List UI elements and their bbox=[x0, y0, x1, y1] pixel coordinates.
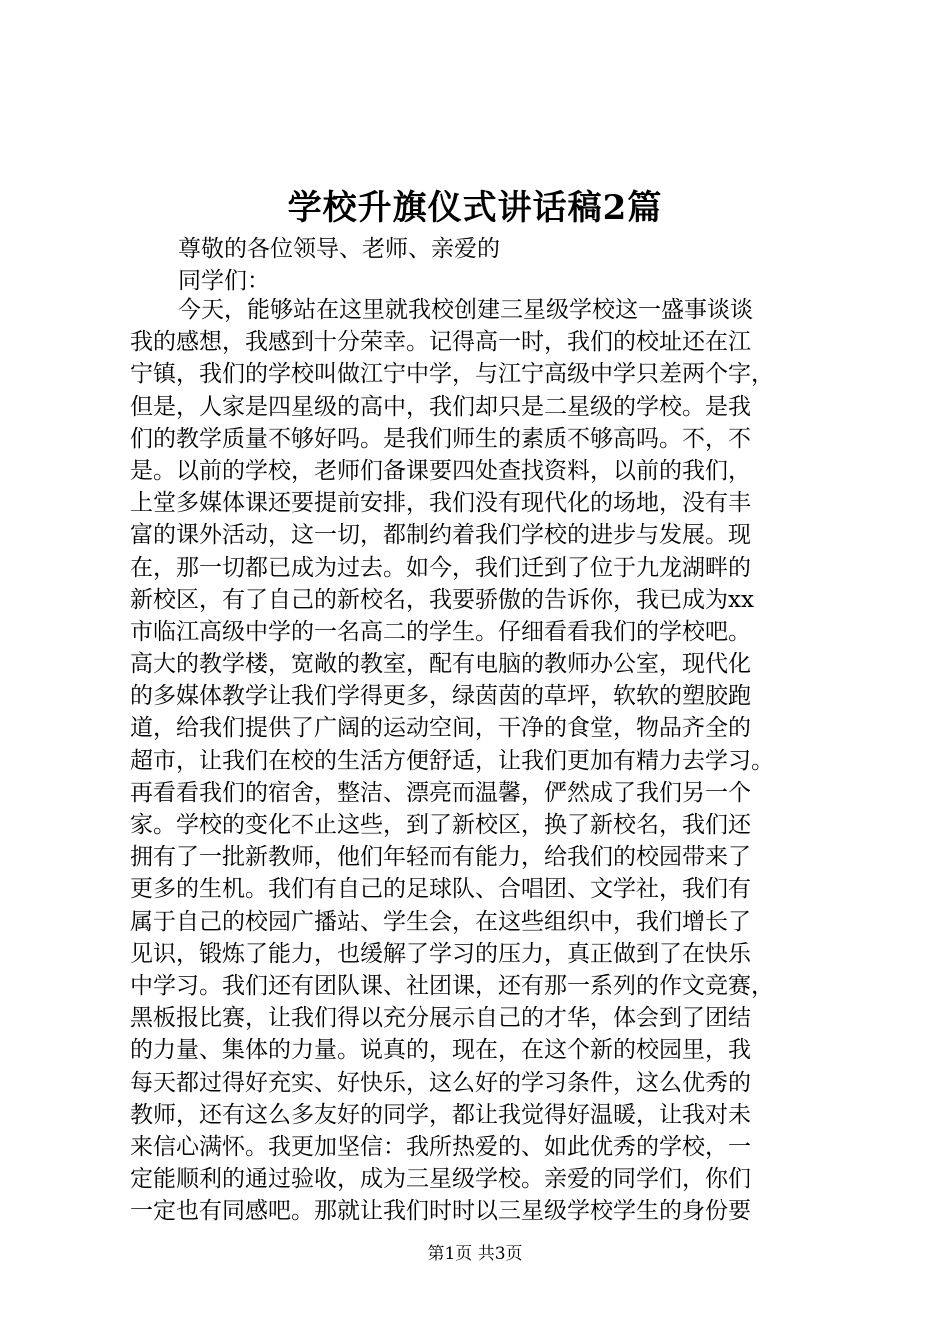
body-line: 定能顺利的通过验收，成为三星级学校。亲爱的同学们，你们 bbox=[130, 1166, 751, 1193]
body-line: 高大的教学楼，宽敞的教室，配有电脑的教师办公室，现代化 bbox=[130, 651, 751, 678]
body-line: 一定也有同感吧。那就让我们时时以三星级学校学生的身份要 bbox=[130, 1198, 751, 1225]
body-line: 每天都过得好充实、好快乐，这么好的学习条件，这么优秀的 bbox=[130, 1069, 751, 1096]
body-line: 今天，能够站在这里就我校创建三星级学校这一盛事谈谈 bbox=[178, 297, 753, 323]
body-line: 道，给我们提供了广阔的运动空间，干净的食堂，物品齐全的 bbox=[130, 715, 751, 742]
body-line: 上堂多媒体课还要提前安排，我们没有现代化的场地，没有丰 bbox=[130, 490, 751, 517]
body-line: 教师，还有这么多友好的同学，都让我觉得好温暖，让我对未 bbox=[130, 1101, 751, 1128]
body-line: 富的课外活动，这一切，都制约着我们学校的进步与发展。现 bbox=[130, 522, 751, 549]
body-line: 在，那一切都已成为过去。如今，我们迁到了位于九龙湖畔的 bbox=[130, 554, 751, 581]
body-line: 是。以前的学校，老师们备课要四处查找资料，以前的我们， bbox=[130, 457, 751, 484]
body-line: 但是，人家是四星级的高中，我们却只是二星级的学校。是我 bbox=[130, 393, 751, 420]
body-line: 黑板报比赛，让我们得以充分展示自己的才华，体会到了团结 bbox=[130, 1005, 751, 1032]
page-footer: 第1页 共3页 bbox=[427, 1244, 523, 1264]
body-line: 超市，让我们在校的生活方便舒适，让我们更加有精力去学习。 bbox=[130, 747, 774, 774]
body-paragraph bbox=[130, 294, 845, 1227]
body-line: 中学习。我们还有团队课、社团课，还有那一系列的作文竞赛， bbox=[130, 972, 774, 999]
body-line: 再看看我们的宿舍，整洁、漂亮而温馨，俨然成了我们另一个 bbox=[130, 779, 751, 806]
body-line: 宁镇，我们的学校叫做江宁中学，与江宁高级中学只差两个字， bbox=[130, 361, 774, 388]
body-line: 我的感想，我感到十分荣幸。记得高一时，我们的校址还在江 bbox=[130, 329, 751, 356]
body-line: 家。学校的变化不止这些，到了新校区，换了新校名，我们还 bbox=[130, 812, 751, 838]
body-line: 的多媒体教学让我们学得更多，绿茵茵的草坪，软软的塑胶跑 bbox=[130, 683, 751, 710]
body-line: 见识，锻炼了能力，也缓解了学习的压力，真正做到了在快乐 bbox=[130, 940, 751, 967]
greeting bbox=[178, 233, 500, 297]
document-title: 学校升旗仪式讲话稿2篇 bbox=[287, 188, 663, 228]
body-line: 的力量、集体的力量。说真的，现在，在这个新的校园里，我 bbox=[130, 1037, 751, 1064]
body-line: 来信心满怀。我更加坚信：我所热爱的、如此优秀的学校，一 bbox=[130, 1133, 751, 1160]
greeting-line: 同学们： bbox=[178, 268, 270, 295]
body-line: 市临江高级中学的一名高二的学生。仔细看看我们的学校吧。 bbox=[130, 618, 751, 645]
body-line: 拥有了一批新教师，他们年轻而有能力，给我们的校园带来了 bbox=[130, 844, 751, 871]
body-line: 属于自己的校园广播站、学生会，在这些组织中，我们增长了 bbox=[130, 908, 751, 935]
greeting-line: 尊敬的各位领导、老师、亲爱的 bbox=[178, 236, 500, 262]
body-line: 们的教学质量不够好吗。是我们师生的素质不够高吗。不，不 bbox=[130, 425, 751, 452]
body-line: 新校区，有了自己的新校名，我要骄傲的告诉你，我已成为xx bbox=[130, 586, 754, 613]
body-line: 更多的生机。我们有自己的足球队、合唱团、文学社，我们有 bbox=[130, 876, 751, 903]
